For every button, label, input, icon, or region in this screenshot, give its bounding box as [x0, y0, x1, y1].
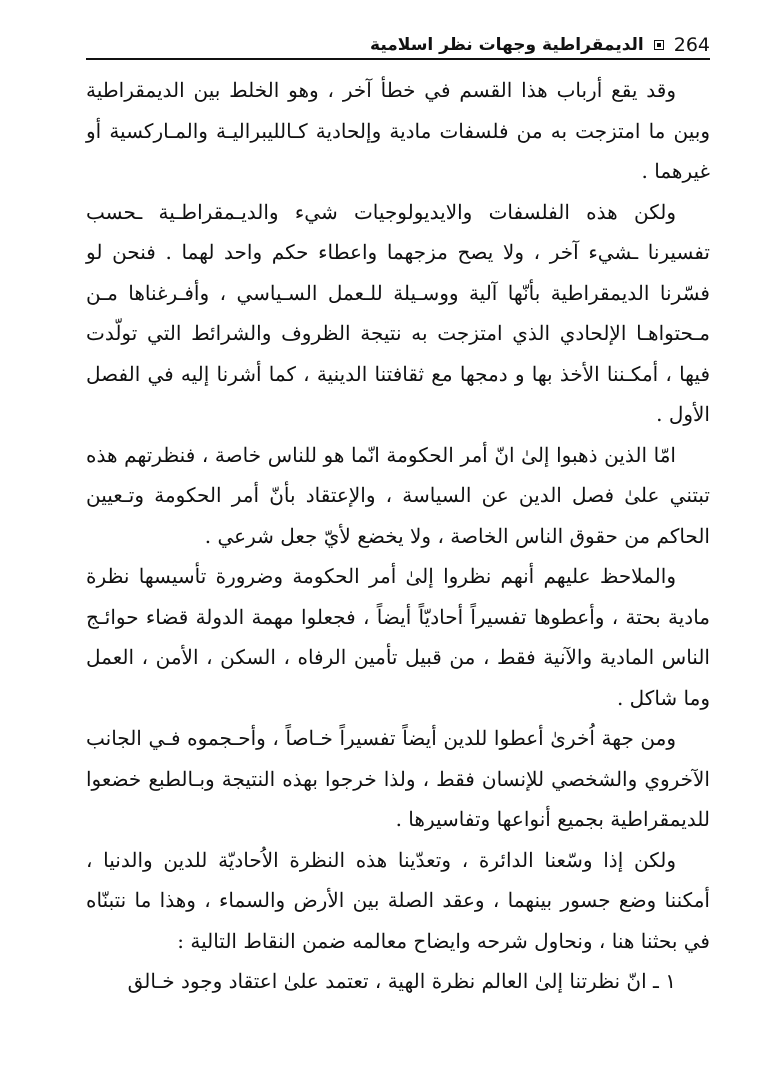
paragraph: ولكن هذه الفلسفات والايديولوجيات شيء والديـمقراطـية ـحسب تفسيرنا ـشيء آخر ، ولا يصح مزجهما واعطاء حكم واحد لهما . فنحن لو فسّرنا الديمقراطية بأنّها آلية ووسـيلة للـعمل السـياسي ، وأفـرغناها مـن مـحتواهـا الإلحادي الذي امتزجت به نتيجة الظروف والشرائط التي تولّدت فيها ، أمكـننا الأخذ بها و دمجها مع ثقافتنا الدينية ، كما أشرنا إليه في الفصل الأول . [86, 199, 711, 426]
paragraph: والملاحظ عليهم أنهم نظروا إلىٰ أمر الحكومة وضرورة تأسيسها نظرة مادية بحتة ، وأعطوها تفسيراً أحاديّاً أيضاً ، فجعلوا مهمة الدولة قضاء حوائـج الناس المادية والآنية فقط ، من قبيل تأمين الرفاه ، السكن ، الأمن ، العمل وما شاكل . [86, 564, 710, 710]
square-bullet-icon [654, 40, 664, 50]
paragraph: وقد يقع أرباب هذا القسم في خطأ آخر ، وهو الخلط بين الديمقراطية وبين ما امتزجت به من فلسفات مادية وإلحادية كـالليبراليـة والمـاركسية أو غيرهما . [86, 78, 710, 183]
body-text [86, 70, 710, 1002]
paragraph: ولكن إذا وسّعنا الدائرة ، وتعدّينا هذه النظرة الاُحاديّة للدين والدنيا ، أمكننا وضع جسور بينهما ، وعقد الصلة بين الأرض والسماء ، وهذا ما نتبنّاه في بحثنا هنا ، ونحاول شرحه وايضاح معالمه ضمن النقاط التالية : [86, 847, 710, 953]
page-number: 264 [673, 34, 710, 56]
paragraph: ومن جهة اُخرىٰ أعطوا للدين أيضاً تفسيراً خـاصاً ، وأحـجموه فـي الجانب الآخروي والشخصي للإنسان فقط ، ولذا خرجوا بهذه النتيجة وبـالطبع خضعوا للديمقراطية بجميع أنواعها وتفاسيرها . [86, 726, 710, 831]
paragraph: امّا الذين ذهبوا إلىٰ انّ أمر الحكومة انّما هو للناس خاصة ، فنظرتهم هذه تبتني علىٰ فصل الدين عن السياسة ، والإعتقاد بأنّ أمر الحكومة وتـعيين الحاكم من حقوق الناس الخاصة ، ولا يخضع لأيّ جعل شرعي . [86, 442, 710, 548]
running-header [86, 28, 710, 60]
running-title: الديمقراطية وجهات نظر اسلامية [370, 35, 644, 55]
paragraph: ١ ـ انّ نظرتنا إلىٰ العالم نظرة الهية ، تعتمد علىٰ اعتقاد وجود خـالق [127, 969, 676, 993]
